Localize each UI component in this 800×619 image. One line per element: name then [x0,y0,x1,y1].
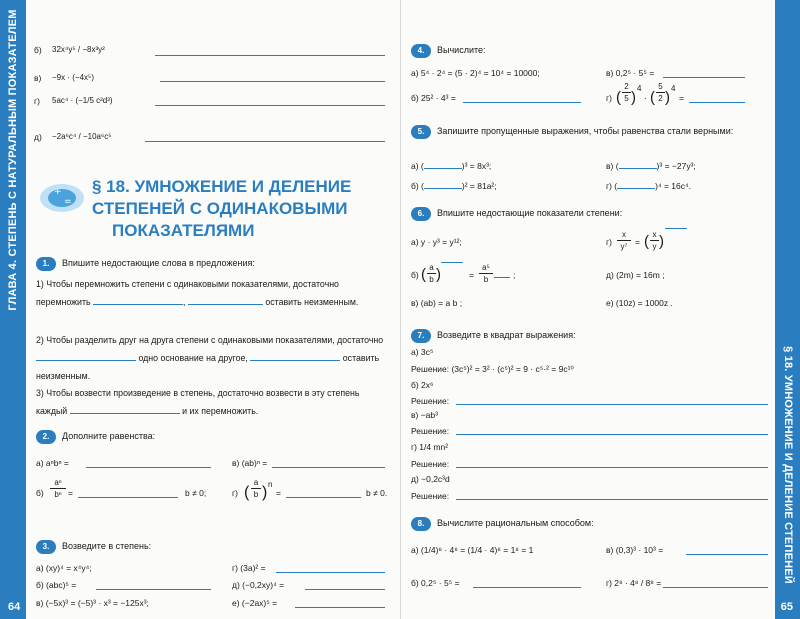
task4-a: а) 5⁴ · 2⁴ = (5 · 2)⁴ = 10⁴ = 10000; [411,68,540,78]
task6-g-label: г) [606,237,612,247]
section-title-line: § 18. УМНОЖЕНИЕ И ДЕЛЕНИЕ [92,177,352,196]
task7-b: б) 2x⁶ [411,380,434,390]
task-title: Впишите недостающие слова в предложения: [62,258,255,268]
text: 2) Чтобы разделить друг на друга степени с одинаковыми показателями, достаточно [36,335,384,345]
text: )³ = −27y³; [656,161,696,171]
task-title: Вычислите рациональным способом: [437,518,594,528]
left-side-text: ГЛАВА 4. СТЕПЕНЬ С НАТУРАЛЬНЫМ ПОКАЗАТЕЛЕМ [7,9,19,311]
answer-line[interactable] [78,497,178,498]
numerator: x [622,230,626,239]
answer-line[interactable] [456,499,768,500]
task1-paragraph-2 [36,331,386,385]
text: и их перемножить. [182,406,259,416]
numerator: aⁿ [54,478,62,487]
numerator: 2 [624,82,629,91]
equals: = [679,93,684,103]
answer-line[interactable] [456,404,768,405]
answer-line[interactable] [689,102,745,103]
task7-d: д) −0,2c³d [411,474,450,484]
task2-g-power: n [268,480,273,489]
answer-line[interactable] [86,467,211,468]
task-number-badge: 4. [411,44,431,58]
answer-line[interactable] [145,141,385,142]
denominator: y [652,242,657,251]
answer-line[interactable] [295,607,385,608]
task2-v: в) (ab)ⁿ = [232,458,268,468]
task2-b-condition: b ≠ 0; [185,488,207,498]
task6-a: а) y · y³ = y¹²; [411,237,462,247]
task5-v [606,161,696,171]
task6-b-fraction [427,263,436,284]
item-v-label: в) [34,73,42,83]
fill-blank[interactable] [617,188,655,189]
task3-d: д) (−0,2xy)⁴ = [232,580,285,590]
paren-close: ) [631,89,636,106]
paren-open: ( [421,266,426,283]
answer-line[interactable] [155,55,385,56]
text: 3) Чтобы возвести произведение в степень, достаточно возвести в эту степень каждый [36,388,360,416]
section-title-line: ПОКАЗАТЕЛЯМИ [112,221,255,240]
right-page [400,0,800,619]
text: г) ( [606,181,618,191]
item-d-expr: −2a⁶c⁴ / −10a⁶c⁵ [52,132,112,141]
text: оставить [265,297,302,307]
task5-a [411,161,491,171]
task8-a: а) (1/4)⁸ · 4⁸ = (1/4 · 4)⁸ = 1⁸ = 1 [411,545,534,555]
answer-line[interactable] [155,105,385,106]
task1-paragraph-3 [36,384,386,420]
task3-b: б) (abc)⁵ = [36,580,77,590]
answer-line[interactable] [686,554,768,555]
equals: = [469,270,474,280]
item-b-label: б) [34,45,42,55]
answer-line[interactable] [96,589,211,590]
text: 1) Чтобы перемножить степени с одинаковыми показателями, достаточно перемножить [36,279,339,307]
paren-open: ( [244,484,250,501]
equals: = [68,488,73,498]
answer-line[interactable] [473,587,581,588]
multiply: · [644,93,647,103]
answer-line[interactable] [160,81,385,82]
fill-blank[interactable] [70,413,180,414]
answer-line[interactable] [276,572,385,573]
task1-paragraph-1 [36,275,386,311]
task-number-badge: 5. [411,125,431,139]
paren-close: ) [436,266,441,283]
task3-v: в) (−5x)³ = (−5)³ · x³ = −125x³; [36,598,149,608]
fill-blank[interactable] [494,277,510,278]
task4-b: б) 25² · 4³ = [411,93,456,103]
task-number-badge: 2. [36,430,56,444]
task3-a: а) (xy)⁴ = x⁴y⁴; [36,563,92,573]
denominator: y⁷ [620,242,628,251]
task-title: Возведите в степень: [62,541,152,551]
task-number-badge: 8. [411,517,431,531]
task6-g-right-fraction [650,230,659,251]
task2-b-label: б) [36,488,44,498]
fill-blank[interactable] [250,360,340,361]
answer-line[interactable] [663,587,768,588]
task-number-badge: 7. [411,329,431,343]
answer-line[interactable] [663,77,745,78]
task6-d: д) (2m) = 16m ; [606,270,665,280]
task-number-badge: 6. [411,207,431,221]
section-title-line: СТЕПЕНЕЙ С ОДИНАКОВЫМИ [92,199,348,218]
task4-g-fraction-1 [622,82,631,103]
task-title: Возведите в квадрат выражения: [437,330,576,340]
denominator: b [429,275,434,284]
answer-line[interactable] [272,467,385,468]
numerator: x [652,230,657,239]
fill-blank[interactable] [93,304,183,305]
fill-blank[interactable] [424,188,462,189]
fill-blank[interactable] [441,262,463,263]
task8-v: в) (0,3)³ · 10³ = [606,545,664,555]
denominator: b [253,490,259,499]
right-side-band [775,0,800,619]
answer-line[interactable] [456,467,768,468]
text: оставить неизменным. [36,353,380,381]
task4-g-fraction-2 [656,82,665,103]
item-d-label: д) [34,132,42,142]
solution-label: Решение: [411,459,450,469]
numerator: 5 [658,82,663,91]
task7-a: а) 3c⁵ [411,347,434,357]
task2-b-fraction [50,478,66,499]
paren-close: ) [665,89,670,106]
task8-b: б) 0,2⁵ · 5⁵ = [411,578,460,588]
section-title [92,176,351,242]
fill-blank[interactable] [665,228,687,229]
task4-g-label: г) [606,93,612,103]
text: , [183,297,186,307]
power: 4 [637,84,642,93]
text: )⁴ = 16c⁴. [655,181,692,191]
solution-label: Решение: [411,491,450,501]
answer-line[interactable] [456,434,768,435]
task3-g: г) (3a)² = [232,563,266,573]
numerator: a⁵ [482,263,490,272]
paren-open: ( [650,89,655,106]
task7-v: в) −ab³ [411,410,438,420]
task-number-badge: 1. [36,257,56,271]
fill-blank[interactable] [619,168,657,169]
denominator: b [483,275,489,284]
paren-open: ( [644,233,649,250]
power: 4 [671,84,676,93]
task2-g-condition: b ≠ 0. [366,488,388,498]
text: )³ = 8x³; [461,161,492,171]
numerator: a [429,263,434,272]
task-title: Дополните равенства: [62,431,156,441]
text: )² = 81a²; [461,181,497,191]
left-page-number: 64 [8,601,21,613]
task-title: Запишите пропущенные выражения, чтобы равенства стали верными: [437,126,734,136]
answer-line[interactable] [305,589,385,590]
task7-a-solution: Решение: (3c⁵)² = 3² · (c⁵)² = 9 · c⁵·² = 9c¹⁰ [411,364,574,374]
task6-e: е) (10z) = 1000z . [606,298,673,308]
numerator: a [253,478,259,487]
equals: = [635,237,640,247]
fill-blank[interactable] [424,168,462,169]
task6-b-result-fraction [479,263,493,284]
task5-b [411,181,497,191]
denominator: 2 [658,94,663,103]
task2-g-label: г) [232,488,238,498]
answer-line[interactable] [463,102,581,103]
task7-g: г) 1/4 mn² [411,442,449,452]
task2-g-fraction [251,478,261,499]
denominator: 5 [624,94,629,103]
task-title: Вычислите: [437,45,486,55]
solution-label: Решение: [411,396,450,406]
item-g-expr: 5ac⁴ · (−1/5 c²d³) [52,96,113,105]
task3-e: е) (−2ax)⁵ = [232,598,278,608]
fill-blank[interactable] [36,360,136,361]
svg-text:=: = [64,197,72,207]
answer-line[interactable] [286,497,361,498]
paren-open: ( [616,89,621,106]
section-logo-icon [38,180,86,214]
solution-label: Решение: [411,426,450,436]
task2-a: а) aⁿbⁿ = [36,458,69,468]
item-v-expr: −9x · (−4x⁵) [52,73,94,82]
task6-b-label: б) [411,270,419,280]
item-b-expr: 32x⁴y⁵ / −8x³y² [52,45,105,54]
task6-v: в) (ab) = a b ; [411,298,463,308]
text: одно основание на другое, [138,353,248,363]
text: б) ( [411,181,424,191]
task6-g-left-fraction [617,230,631,251]
paren-close: ) [659,233,664,250]
left-side-band [0,0,26,619]
text: неизменным. [304,297,359,307]
text: в) ( [606,161,619,171]
equals: = [276,488,281,498]
semicolon: ; [513,270,516,280]
task-number-badge: 3. [36,540,56,554]
task8-g: г) 2⁸ · 4⁸ / 8⁸ = [606,578,662,588]
task5-g [606,181,691,191]
right-side-text: § 18. УМНОЖЕНИЕ И ДЕЛЕНИЕ СТЕПЕНЕЙ [782,346,794,584]
denominator: bⁿ [54,490,62,499]
task4-v: в) 0,2⁵ · 5⁵ = [606,68,655,78]
task-title: Впишите недостающие показатели степени: [437,208,623,218]
paren-close: ) [262,484,268,501]
text: а) ( [411,161,424,171]
item-g-label: г) [34,96,40,106]
fill-blank[interactable] [188,304,263,305]
svg-text:+: + [54,187,62,197]
right-page-number: 65 [780,601,793,613]
